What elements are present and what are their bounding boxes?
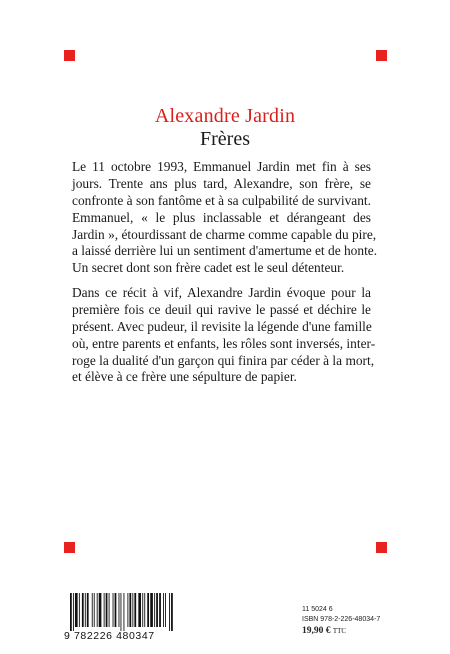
publisher-code: 11 5024 6 xyxy=(302,606,333,613)
barcode-bar xyxy=(97,593,98,627)
barcode-bar xyxy=(171,593,173,631)
barcode-bar xyxy=(138,593,141,627)
barcode-bar xyxy=(119,593,120,627)
barcode-bar xyxy=(142,593,143,627)
barcode-bar xyxy=(115,593,117,627)
corner-mark-bottom-right xyxy=(376,542,387,553)
barcode-bar xyxy=(113,593,114,627)
publisher-info xyxy=(302,605,392,637)
blurb-line: jours. Trente ans plus tard, Alexandre, son frère, se xyxy=(72,175,371,191)
blurb-line: Dans ce récit à vif, Alexandre Jardin évoque pour la xyxy=(72,285,371,300)
blurb-line: Emmanuel, « le plus inclassable et dérangeant des xyxy=(72,209,371,225)
barcode-bar xyxy=(82,593,84,627)
barcode-digits: 9 782226 480347 xyxy=(64,630,155,642)
barcode-bar xyxy=(94,593,95,627)
isbn-number: ISBN 978-2-226-48034-7 xyxy=(302,616,381,623)
author-name: Alexandre Jardin xyxy=(154,105,296,127)
blurb-line: où, entre parents et enfants, les rôles sont inversés, inter- xyxy=(72,335,376,351)
barcode-bar xyxy=(134,593,136,627)
barcode-bar xyxy=(159,593,161,627)
barcode-bar xyxy=(79,593,80,627)
barcode-bar xyxy=(75,593,78,627)
barcode xyxy=(70,593,174,631)
blurb-paragraph-2 xyxy=(72,285,376,386)
price-value: 19,90 € xyxy=(302,626,331,636)
barcode-bar xyxy=(73,593,74,631)
barcode-bar xyxy=(129,593,131,627)
barcode-bar xyxy=(99,593,102,627)
blurb-line: première fois ce deuil qui ravive le passé et déchire le xyxy=(72,301,371,317)
barcode-bar xyxy=(87,593,89,627)
barcode-bar xyxy=(121,593,122,631)
blurb-line: Un secret dont son frère cadet est le seul détenteur. xyxy=(72,260,345,276)
barcode-bar xyxy=(70,593,72,631)
barcode-bar xyxy=(132,593,133,627)
barcode-bar xyxy=(123,593,124,631)
blurb-line: Jardin », étourdissant de charme comme capable du pire, xyxy=(72,226,377,242)
barcode-bar xyxy=(144,593,145,627)
blurb-line: roge la dualité d'un garçon qui finira par céder à la mort, xyxy=(72,352,375,368)
blurb-line: présent. Avec pudeur, il revisite la légende d'une famille xyxy=(72,318,372,334)
barcode-bar xyxy=(127,593,128,627)
corner-mark-bottom-left xyxy=(64,542,75,553)
barcode-bar xyxy=(104,593,105,627)
barcode-bar xyxy=(165,593,166,627)
book-title: Frères xyxy=(200,128,250,150)
barcode-bar xyxy=(163,593,164,627)
barcode-bar xyxy=(154,593,155,627)
blurb-line: Le 11 octobre 1993, Emmanuel Jardin met fin à ses xyxy=(72,159,371,174)
barcode-bar xyxy=(92,593,93,627)
barcode-bar xyxy=(106,593,108,627)
price xyxy=(302,625,392,637)
corner-mark-top-left xyxy=(64,50,75,61)
blurb-line: a laissé derrière lui un sentiment d'amertume et de honte. xyxy=(72,243,378,259)
barcode-bar xyxy=(150,593,153,627)
blurb-line: et élève à ce frère une sépulture de papier. xyxy=(72,369,297,385)
barcode-bar xyxy=(147,593,149,627)
corner-mark-top-right xyxy=(376,50,387,61)
barcode-bar xyxy=(156,593,158,627)
barcode-bar xyxy=(169,593,170,631)
barcode-bar xyxy=(85,593,86,627)
price-suffix: TTC xyxy=(332,627,347,635)
barcode-bar xyxy=(109,593,110,627)
blurb-paragraph-1 xyxy=(72,159,378,277)
blurb-line: confronte à son fantôme et à sa culpabilité de survivant. xyxy=(72,192,371,208)
